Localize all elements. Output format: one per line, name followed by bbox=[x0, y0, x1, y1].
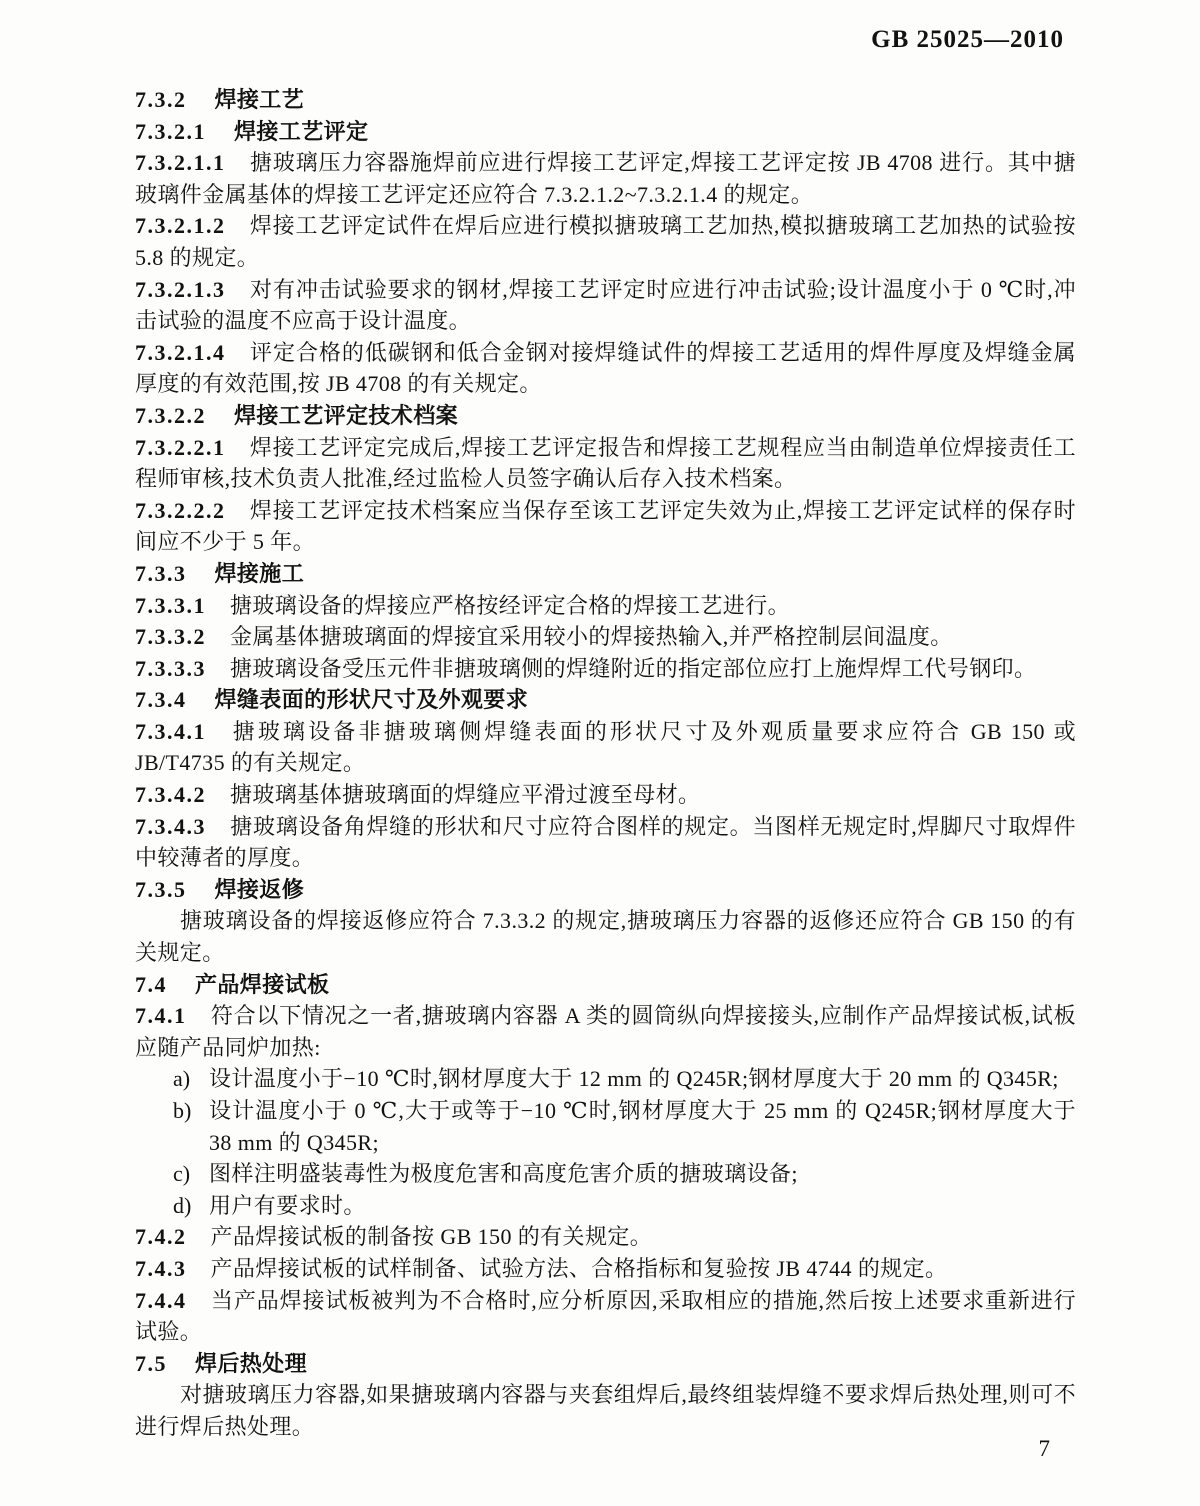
clause-number: 7.3.4.3 bbox=[135, 813, 206, 839]
clause-7-3-2-heading bbox=[135, 84, 1076, 116]
clause-text: 搪玻璃基体搪玻璃面的焊缝应平滑过渡至母材。 bbox=[230, 782, 701, 808]
clause-number: 7.3.2.1 bbox=[135, 118, 206, 144]
clause-title: 焊接施工 bbox=[214, 560, 305, 586]
list-marker: c) bbox=[173, 1161, 191, 1187]
clause-title: 产品焊接试板 bbox=[195, 971, 330, 997]
clause-text: 金属基体搪玻璃面的焊接宜采用较小的焊接热输入,并严格控制层间温度。 bbox=[230, 624, 953, 650]
clause-number: 7.3.4.1 bbox=[135, 718, 206, 744]
clause-number: 7.3.2.1.2 bbox=[135, 213, 226, 239]
clause-number: 7.3.3.2 bbox=[135, 624, 206, 650]
clause-title: 焊接返修 bbox=[214, 876, 305, 902]
clause-number: 7.3.3 bbox=[135, 560, 187, 586]
clause-7-5-body-paragraph bbox=[135, 1379, 1076, 1442]
clause-text: 焊接工艺评定完成后,焊接工艺评定报告和焊接工艺规程应当由制造单位焊接责任工程师审核,技术负责人批准,经过监检人员签字确认后存入技术档案。 bbox=[135, 434, 1076, 492]
clause-number: 7.3.5 bbox=[135, 876, 187, 902]
clause-7-3-4-2-paragraph bbox=[135, 779, 1076, 811]
clause-title: 焊接工艺 bbox=[214, 87, 305, 112]
clause-number: 7.3.3.3 bbox=[135, 655, 206, 681]
clause-number: 7.4.1 bbox=[135, 1003, 187, 1029]
clause-7-3-4-3-paragraph bbox=[135, 811, 1076, 874]
clause-number: 7.3.2.1.4 bbox=[135, 339, 226, 365]
clause-title: 焊接工艺评定技术档案 bbox=[234, 402, 459, 428]
clause-7-3-4-1-paragraph bbox=[135, 716, 1076, 779]
clause-text: 搪玻璃设备非搪玻璃侧焊缝表面的形状尺寸及外观质量要求应符合 GB 150 或 JB/T4735 的有关规定。 bbox=[135, 718, 1076, 776]
clause-title: 焊后热处理 bbox=[195, 1350, 308, 1376]
clause-number: 7.3.2.2.2 bbox=[135, 497, 226, 523]
clause-number: 7.3.2.2.1 bbox=[135, 434, 226, 460]
clause-text: 评定合格的低碳钢和低合金钢对接焊缝试件的焊接工艺适用的焊件厚度及焊缝金属厚度的有效范围,按 JB 4708 的有关规定。 bbox=[135, 339, 1076, 397]
list-item-c bbox=[135, 1158, 1076, 1190]
clause-7-3-2-2-heading bbox=[135, 400, 1076, 432]
clause-number: 7.4.2 bbox=[135, 1224, 187, 1250]
clause-number: 7.4.3 bbox=[135, 1255, 187, 1281]
clause-7-4-heading bbox=[135, 969, 1076, 1001]
clause-7-4-2-paragraph bbox=[135, 1221, 1076, 1253]
clause-text: 对搪玻璃压力容器,如果搪玻璃内容器与夹套组焊后,最终组装焊缝不要求焊后热处理,则可不进行焊后热处理。 bbox=[135, 1382, 1076, 1439]
clause-7-3-2-1-3-paragraph bbox=[135, 274, 1076, 337]
clause-number: 7.3.3.1 bbox=[135, 592, 206, 618]
clause-7-3-2-1-4-paragraph bbox=[135, 337, 1076, 400]
list-item-d bbox=[135, 1190, 1076, 1222]
clause-number: 7.3.4.2 bbox=[135, 782, 206, 808]
clause-text: 搪玻璃设备的焊接应严格按经评定合格的焊接工艺进行。 bbox=[230, 592, 791, 618]
clause-7-3-3-3-paragraph bbox=[135, 653, 1076, 685]
list-marker: a) bbox=[173, 1066, 191, 1092]
clause-7-3-3-heading bbox=[135, 558, 1076, 590]
clause-text: 搪玻璃压力容器施焊前应进行焊接工艺评定,焊接工艺评定按 JB 4708 进行。其中搪玻璃件金属基体的焊接工艺评定还应符合 7.3.2.1.2~7.3.2.1.4 的规定。 bbox=[135, 150, 1076, 207]
clause-7-4-4-paragraph bbox=[135, 1285, 1076, 1348]
clause-7-3-2-1-1-paragraph bbox=[135, 147, 1076, 210]
clause-title: 焊缝表面的形状尺寸及外观要求 bbox=[214, 687, 529, 713]
clause-text: 产品焊接试板的试样制备、试验方法、合格指标和复验按 JB 4744 的规定。 bbox=[210, 1255, 948, 1281]
clause-number: 7.3.2.1.1 bbox=[135, 150, 226, 176]
clause-text: 搪玻璃设备的焊接返修应符合 7.3.3.2 的规定,搪玻璃压力容器的返修还应符合 GB 150 的有关规定。 bbox=[135, 908, 1076, 966]
standard-doc-number: GB 25025—2010 bbox=[871, 26, 1064, 53]
clause-7-3-3-2-paragraph bbox=[135, 621, 1076, 653]
list-text: 图样注明盛装毒性为极度危害和高度危害介质的搪玻璃设备; bbox=[209, 1161, 798, 1187]
clause-text: 焊接工艺评定技术档案应当保存至该工艺评定失效为止,焊接工艺评定试样的保存时间应不少于 5 年。 bbox=[135, 497, 1076, 555]
clause-7-3-2-1-2-paragraph bbox=[135, 210, 1076, 273]
clause-number: 7.5 bbox=[135, 1350, 167, 1376]
clause-7-3-2-1-heading bbox=[135, 116, 1076, 148]
clause-title: 焊接工艺评定 bbox=[234, 118, 369, 144]
clause-number: 7.3.2.1.3 bbox=[135, 276, 226, 302]
clause-7-3-2-2-1-paragraph bbox=[135, 432, 1076, 495]
clause-7-4-1-paragraph bbox=[135, 1000, 1076, 1063]
page-number: 7 bbox=[1038, 1436, 1050, 1461]
list-text: 设计温度小于−10 ℃时,钢材厚度大于 12 mm 的 Q245R;钢材厚度大于 20 mm 的 Q345R; bbox=[209, 1066, 1059, 1092]
list-text: 用户有要求时。 bbox=[209, 1192, 366, 1218]
list-marker: b) bbox=[173, 1098, 192, 1123]
clause-text: 对有冲击试验要求的钢材,焊接工艺评定时应进行冲击试验;设计温度小于 0 ℃时,冲击试验的温度不应高于设计温度。 bbox=[135, 276, 1076, 334]
clause-text: 搪玻璃设备受压元件非搪玻璃侧的焊缝附近的指定部位应打上施焊焊工代号钢印。 bbox=[230, 655, 1037, 681]
clause-7-3-3-1-paragraph bbox=[135, 590, 1076, 622]
clause-number: 7.3.2.2 bbox=[135, 402, 206, 428]
clause-7-3-5-heading bbox=[135, 874, 1076, 906]
clause-number: 7.3.4 bbox=[135, 687, 187, 713]
clause-number: 7.4.4 bbox=[135, 1287, 187, 1313]
list-text: 设计温度小于 0 ℃,大于或等于−10 ℃时,钢材厚度大于 25 mm 的 Q245R;钢材厚度大于 38 mm 的 Q345R; bbox=[209, 1098, 1076, 1155]
clause-7-3-5-body-paragraph bbox=[135, 905, 1076, 968]
clause-number: 7.3.2 bbox=[135, 87, 187, 112]
clause-7-5-heading bbox=[135, 1348, 1076, 1380]
clause-7-3-2-2-2-paragraph bbox=[135, 495, 1076, 558]
list-marker: d) bbox=[173, 1192, 192, 1218]
clause-text: 符合以下情况之一者,搪玻璃内容器 A 类的圆筒纵向焊接接头,应制作产品焊接试板,试板应随产品同炉加热: bbox=[135, 1003, 1076, 1060]
clause-text: 当产品焊接试板被判为不合格时,应分析原因,采取相应的措施,然后按上述要求重新进行试验。 bbox=[135, 1287, 1076, 1345]
clause-text: 产品焊接试板的制备按 GB 150 的有关规定。 bbox=[210, 1224, 653, 1250]
clause-7-4-3-paragraph bbox=[135, 1253, 1076, 1285]
clause-text: 焊接工艺评定试件在焊后应进行模拟搪玻璃工艺加热,模拟搪玻璃工艺加热的试验按 5.8 的规定。 bbox=[135, 213, 1076, 270]
clause-7-3-4-heading bbox=[135, 684, 1076, 716]
clause-text: 搪玻璃设备角焊缝的形状和尺寸应符合图样的规定。当图样无规定时,焊脚尺寸取焊件中较薄者的厚度。 bbox=[135, 813, 1076, 871]
document-body bbox=[135, 84, 1076, 1443]
list-item-b bbox=[135, 1095, 1076, 1158]
clause-number: 7.4 bbox=[135, 971, 167, 997]
list-item-a bbox=[135, 1063, 1076, 1095]
